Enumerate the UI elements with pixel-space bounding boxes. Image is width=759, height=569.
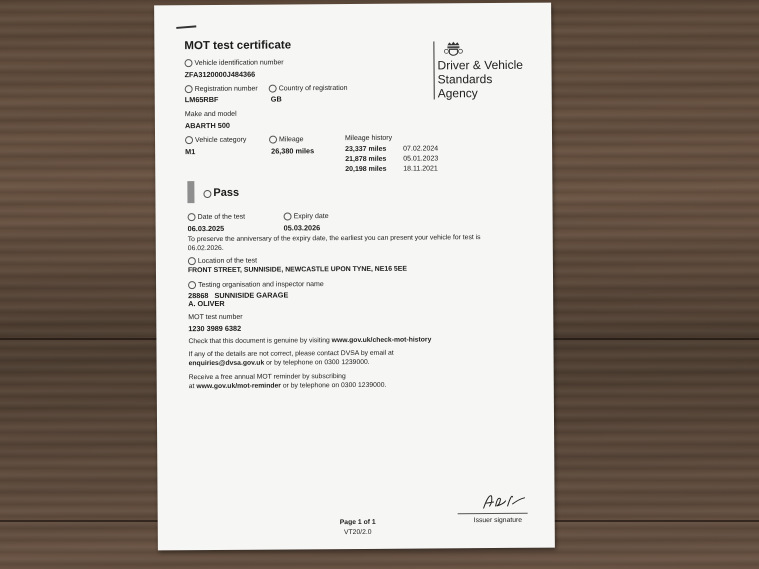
circle-info-icon	[269, 85, 277, 93]
circle-info-icon	[203, 190, 211, 198]
testing-org-value: 28868 SUNNISIDE GARAGE	[188, 290, 289, 301]
document-title: MOT test certificate	[184, 39, 292, 53]
reminder-text: Receive a free annual MOT reminder by subscribing	[188, 373, 346, 382]
inspector-name: A. OLIVER	[188, 298, 225, 309]
expiry-value: 05.03.2026	[283, 223, 321, 233]
agency-divider	[433, 41, 434, 99]
circle-info-icon	[188, 213, 196, 221]
agency-name-line-2: Standards	[437, 72, 493, 87]
circle-info-icon	[184, 59, 192, 67]
issuer-signature-label: Issuer signature	[473, 516, 523, 525]
mileage-history-miles: 21,878 miles	[345, 155, 387, 164]
pen-mark	[176, 25, 196, 28]
mileage-history-date: 05.01.2023	[403, 155, 439, 163]
country-label: Country of registration	[269, 84, 348, 93]
preserve-note-date: 06.02.2026.	[187, 244, 224, 253]
testing-org-label: Testing organisation and inspector name	[188, 280, 324, 289]
country-value: GB	[270, 94, 282, 104]
vin-label: Vehicle identification number	[184, 58, 283, 67]
circle-info-icon	[284, 212, 292, 220]
location-value: FRONT STREET, SUNNISIDE, NEWCASTLE UPON TYNE, NE16 5EE	[187, 265, 407, 275]
check-mot-link[interactable]: www.gov.uk/check-mot-history	[331, 336, 432, 345]
issuer-signature	[479, 490, 529, 512]
agency-name-line-3: Agency	[437, 86, 478, 101]
agency-name-line-1: Driver & Vehicle	[437, 57, 523, 73]
preserve-note: To preserve the anniversary of the expiry date, the earliest you can present your vehicle for test is	[187, 234, 481, 244]
check-genuine-text: Check that this document is genuine by visiting www.gov.uk/check-mot-history	[188, 336, 432, 346]
vin-value: ZFA3120000J484366	[184, 69, 256, 80]
mileage-history-miles: 20,198 miles	[345, 165, 387, 174]
test-date-value: 06.03.2025	[187, 223, 225, 234]
circle-info-icon	[185, 85, 193, 93]
mileage-value: 26,380 miles	[271, 146, 315, 156]
registration-value: LM65RBF	[184, 94, 219, 105]
page-number: Page 1 of 1	[339, 518, 376, 527]
expiry-label: Expiry date	[284, 212, 329, 220]
test-result: Pass	[203, 187, 239, 199]
circle-info-icon	[269, 136, 277, 144]
mileage-history-miles: 23,337 miles	[345, 145, 387, 154]
mot-reminder-link[interactable]: www.gov.uk/mot-reminder	[196, 382, 281, 391]
mileage-history-label: Mileage history	[345, 134, 393, 143]
test-number-label: MOT test number	[188, 313, 243, 322]
signature-line	[458, 513, 528, 514]
royal-crest-icon	[443, 41, 463, 58]
mileage-history-date: 18.11.2021	[403, 165, 438, 173]
make-model-label: Make and model	[184, 110, 237, 119]
circle-info-icon	[188, 281, 196, 289]
mot-certificate-sheet	[154, 3, 555, 551]
location-label: Location of the test	[188, 257, 257, 265]
registration-label: Registration number	[185, 85, 258, 94]
contact-text-2: enquiries@dvsa.gov.uk or by telephone on 0300 1239000.	[188, 358, 370, 368]
mileage-label: Mileage	[269, 135, 304, 143]
reminder-text-2: at www.gov.uk/mot-reminder or by telephone on 0300 1239000.	[188, 381, 387, 391]
category-value: M1	[185, 147, 196, 157]
category-label: Vehicle category	[185, 136, 246, 144]
test-number-value: 1230 3989 6382	[188, 323, 242, 334]
mileage-history-date: 07.02.2024	[403, 145, 439, 153]
agency-name	[437, 58, 547, 101]
result-bar	[187, 181, 194, 203]
contact-text: If any of the details are not correct, please contact DVSA by email at	[188, 349, 394, 359]
make-model-value: ABARTH 500	[184, 120, 230, 131]
circle-info-icon	[185, 136, 193, 144]
form-code: VT20/2.0	[343, 528, 372, 537]
contact-email-link[interactable]: enquiries@dvsa.gov.uk	[188, 359, 265, 368]
test-date-label: Date of the test	[188, 213, 246, 221]
circle-info-icon	[188, 257, 196, 265]
